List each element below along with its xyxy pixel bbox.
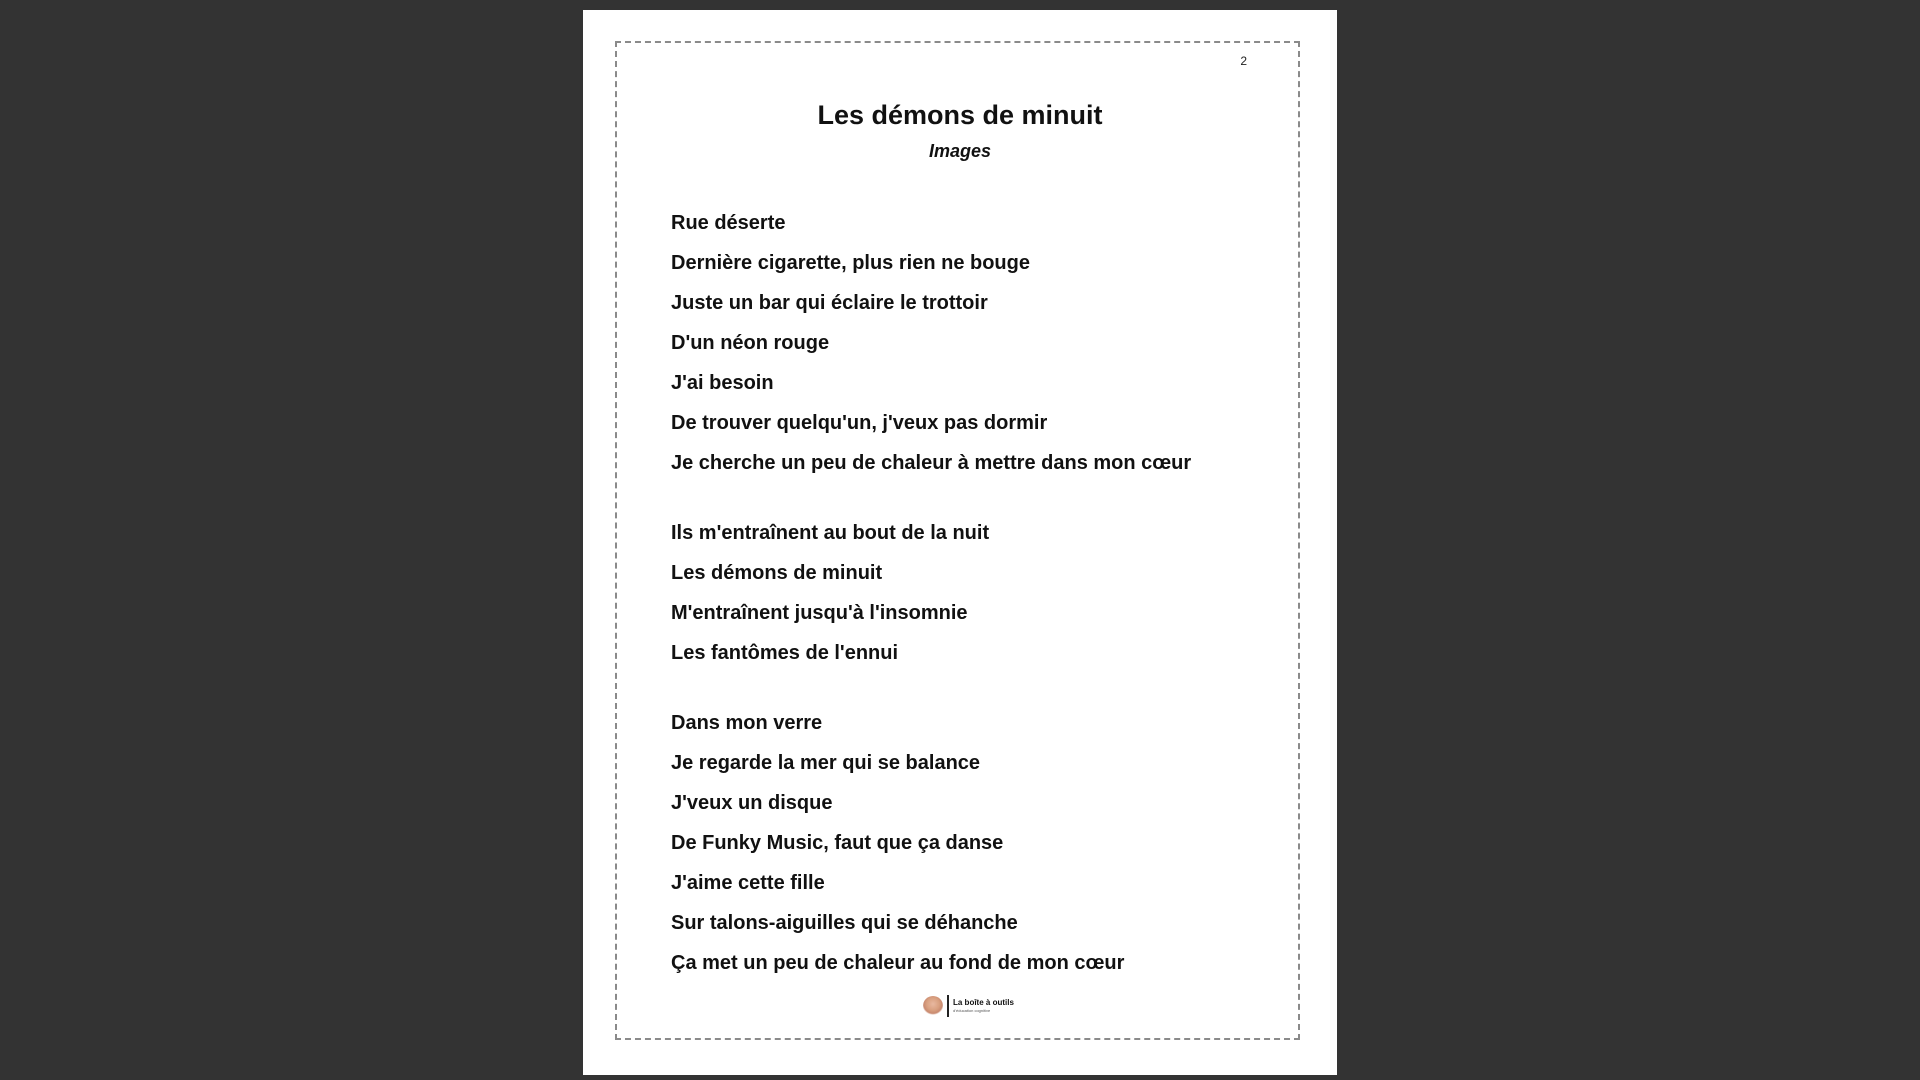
lyric-line: De trouver quelqu'un, j'veux pas dormir	[671, 412, 1048, 434]
lyric-line: J'ai besoin	[671, 372, 774, 394]
footer-logo	[923, 994, 1014, 1018]
lyric-line: Les fantômes de l'ennui	[671, 642, 899, 664]
lyric-line: De Funky Music, faut que ça danse	[671, 832, 1004, 854]
logo-text	[953, 999, 1014, 1013]
lyric-line: J'aime cette fille	[671, 872, 825, 894]
logo-divider	[947, 995, 949, 1017]
lyric-line: Les démons de minuit	[671, 562, 883, 584]
lyric-line: Je cherche un peu de chaleur à mettre dans mon cœur	[671, 452, 1192, 474]
page-number: 2	[1240, 54, 1247, 68]
lyric-line: Dernière cigarette, plus rien ne bouge	[671, 252, 1030, 274]
lyric-line: Je regarde la mer qui se balance	[671, 752, 981, 774]
lyric-line: D'un néon rouge	[671, 332, 830, 354]
lyric-line: Sur talons-aiguilles qui se déhanche	[671, 912, 1018, 934]
logo-name: La boîte à outils	[953, 998, 1014, 1007]
stanza-1	[671, 203, 1271, 483]
stanza-3	[671, 703, 1271, 983]
logo-tagline: d'éducation cognitive	[953, 1008, 991, 1013]
lyric-line: Rue déserte	[671, 212, 786, 234]
song-title: Les démons de minuit	[817, 100, 1103, 130]
lyric-line: Ça met un peu de chaleur au fond de mon cœur	[671, 952, 1125, 974]
lyric-line: J'veux un disque	[671, 792, 833, 814]
lyric-line: Juste un bar qui éclaire le trottoir	[671, 292, 988, 314]
song-artist: Images	[928, 141, 992, 161]
lyric-line: Dans mon verre	[671, 712, 823, 734]
stanza-2	[671, 513, 1271, 673]
lyric-line: M'entraînent jusqu'à l'insomnie	[671, 602, 968, 624]
tree-icon	[923, 996, 943, 1016]
lyric-line: Ils m'entraînent au bout de la nuit	[671, 522, 990, 544]
document-page	[583, 10, 1337, 1075]
lyrics-body	[671, 203, 1271, 1013]
